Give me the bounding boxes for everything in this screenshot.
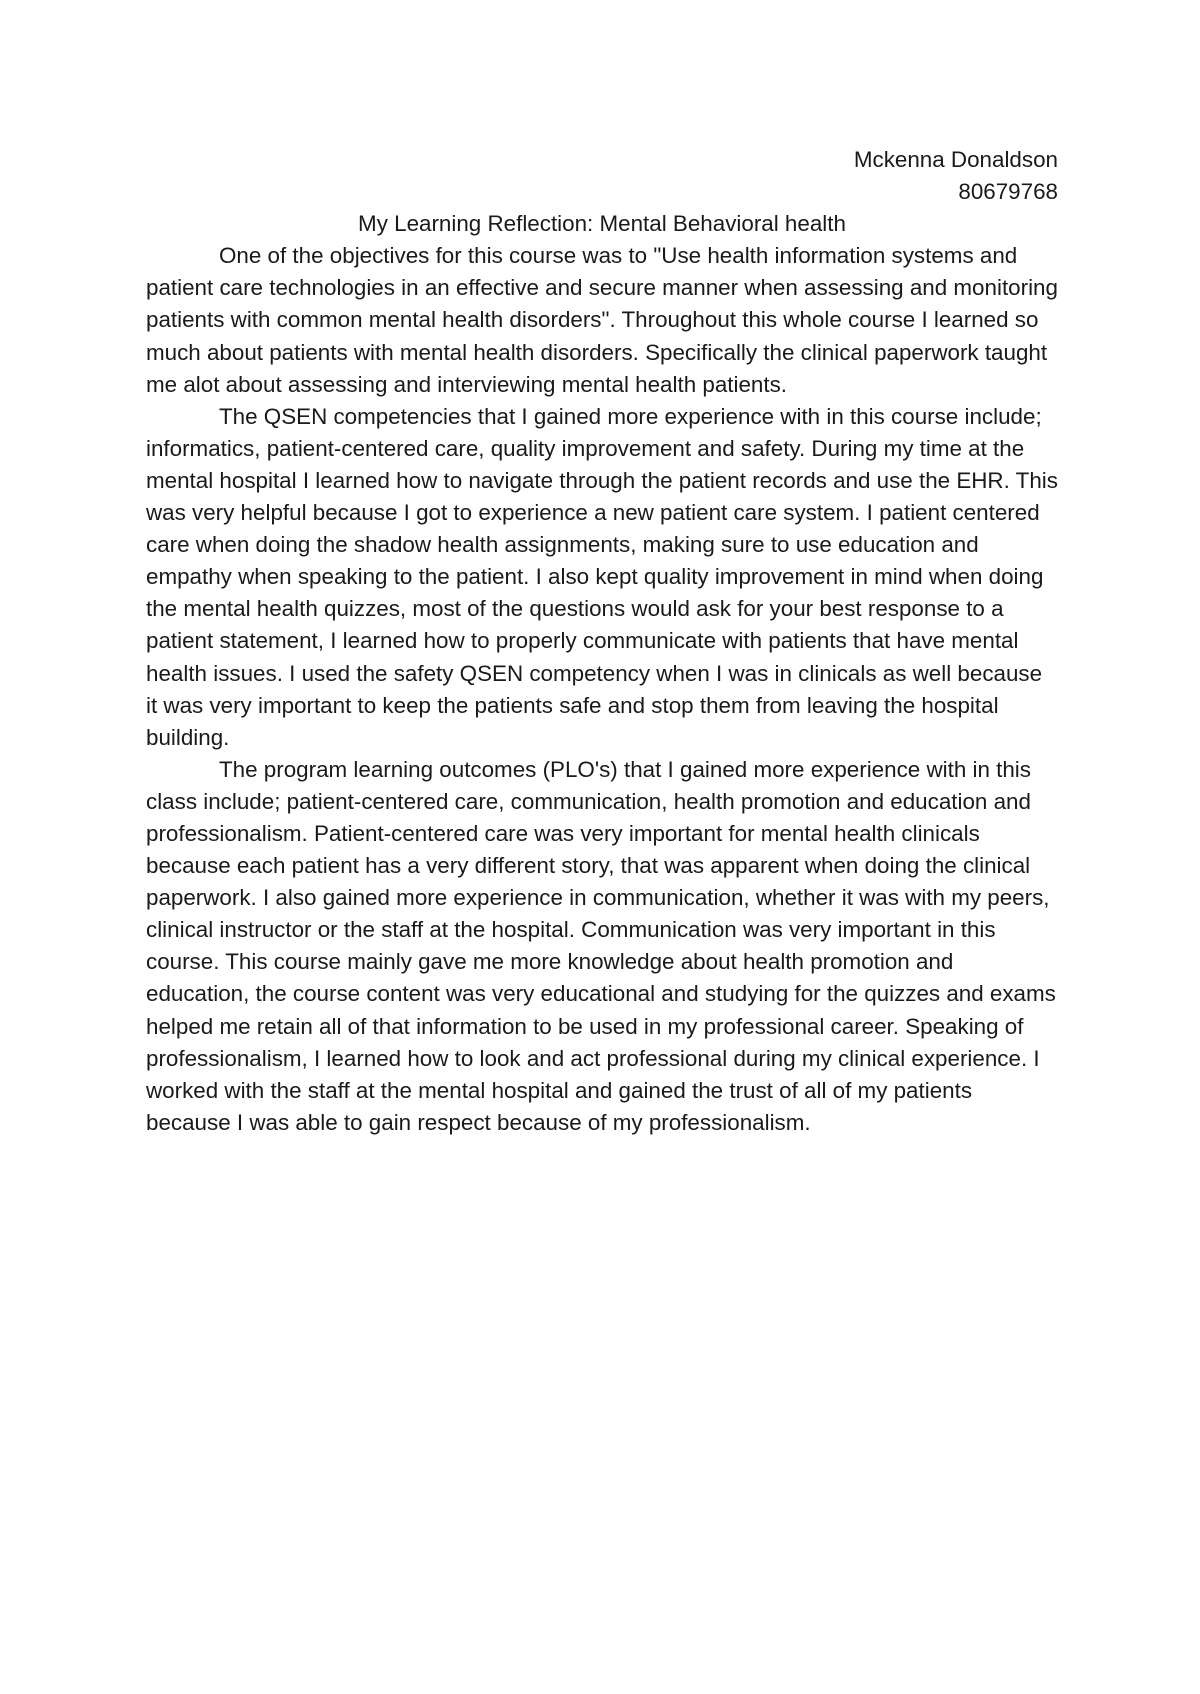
document-title: My Learning Reflection: Mental Behavioral health bbox=[358, 211, 846, 237]
paragraph-objectives: One of the objectives for this course was to "Use health information systems and patient care technologies in an effective and secure manner when assessing and monitoring patients with common mental health disorders". Throughout this whole course I learned so much about patients with mental health disorders. Specifically the clinical paperwork taught me alot about assessing and interviewing mental health patients. bbox=[146, 243, 1058, 397]
student-id: 80679768 bbox=[958, 179, 1058, 205]
paragraph-qsen-competencies: The QSEN competencies that I gained more experience with in this course include; informatics, patient-centered care, quality improvement and safety. During my time at the mental hospital I learned how to navigate through the patient records and use the EHR. This was very helpful because I got to experience a new patient care system. I patient centered care when doing the shadow health assignments, making sure to use education and empathy when speaking to the patient. I also kept quality improvement in mind when doing the mental health quizzes, most of the questions would ask for your best response to a patient statement, I learned how to properly communicate with patients that have mental health issues. I used the safety QSEN competency when I was in clinicals as well because it was very important to keep the patients safe and stop them from leaving the hospital building. bbox=[146, 403, 1058, 750]
paragraph-program-learning-outcomes: The program learning outcomes (PLO's) that I gained more experience with in this class include; patient-centered care, communication, health promotion and education and professionalism. Patient-centered care was very important for mental health clinicals because each patient has a very different story, that was apparent when doing the clinical paperwork. I also gained more experience in communication, whether it was with my peers, clinical instructor or the staff at the hospital. Communication was very important in this course. This course mainly gave me more knowledge about health promotion and education, the course content was very educational and studying for the quizzes and exams helped me retain all of that information to be used in my professional career. Speaking of professionalism, I learned how to look and act professional during my clinical experience. I worked with the staff at the mental hospital and gained the trust of all of my patients because I was able to gain respect because of my professionalism. bbox=[146, 756, 1056, 1135]
author-name: Mckenna Donaldson bbox=[853, 147, 1058, 172]
document-body bbox=[146, 144, 1058, 1139]
